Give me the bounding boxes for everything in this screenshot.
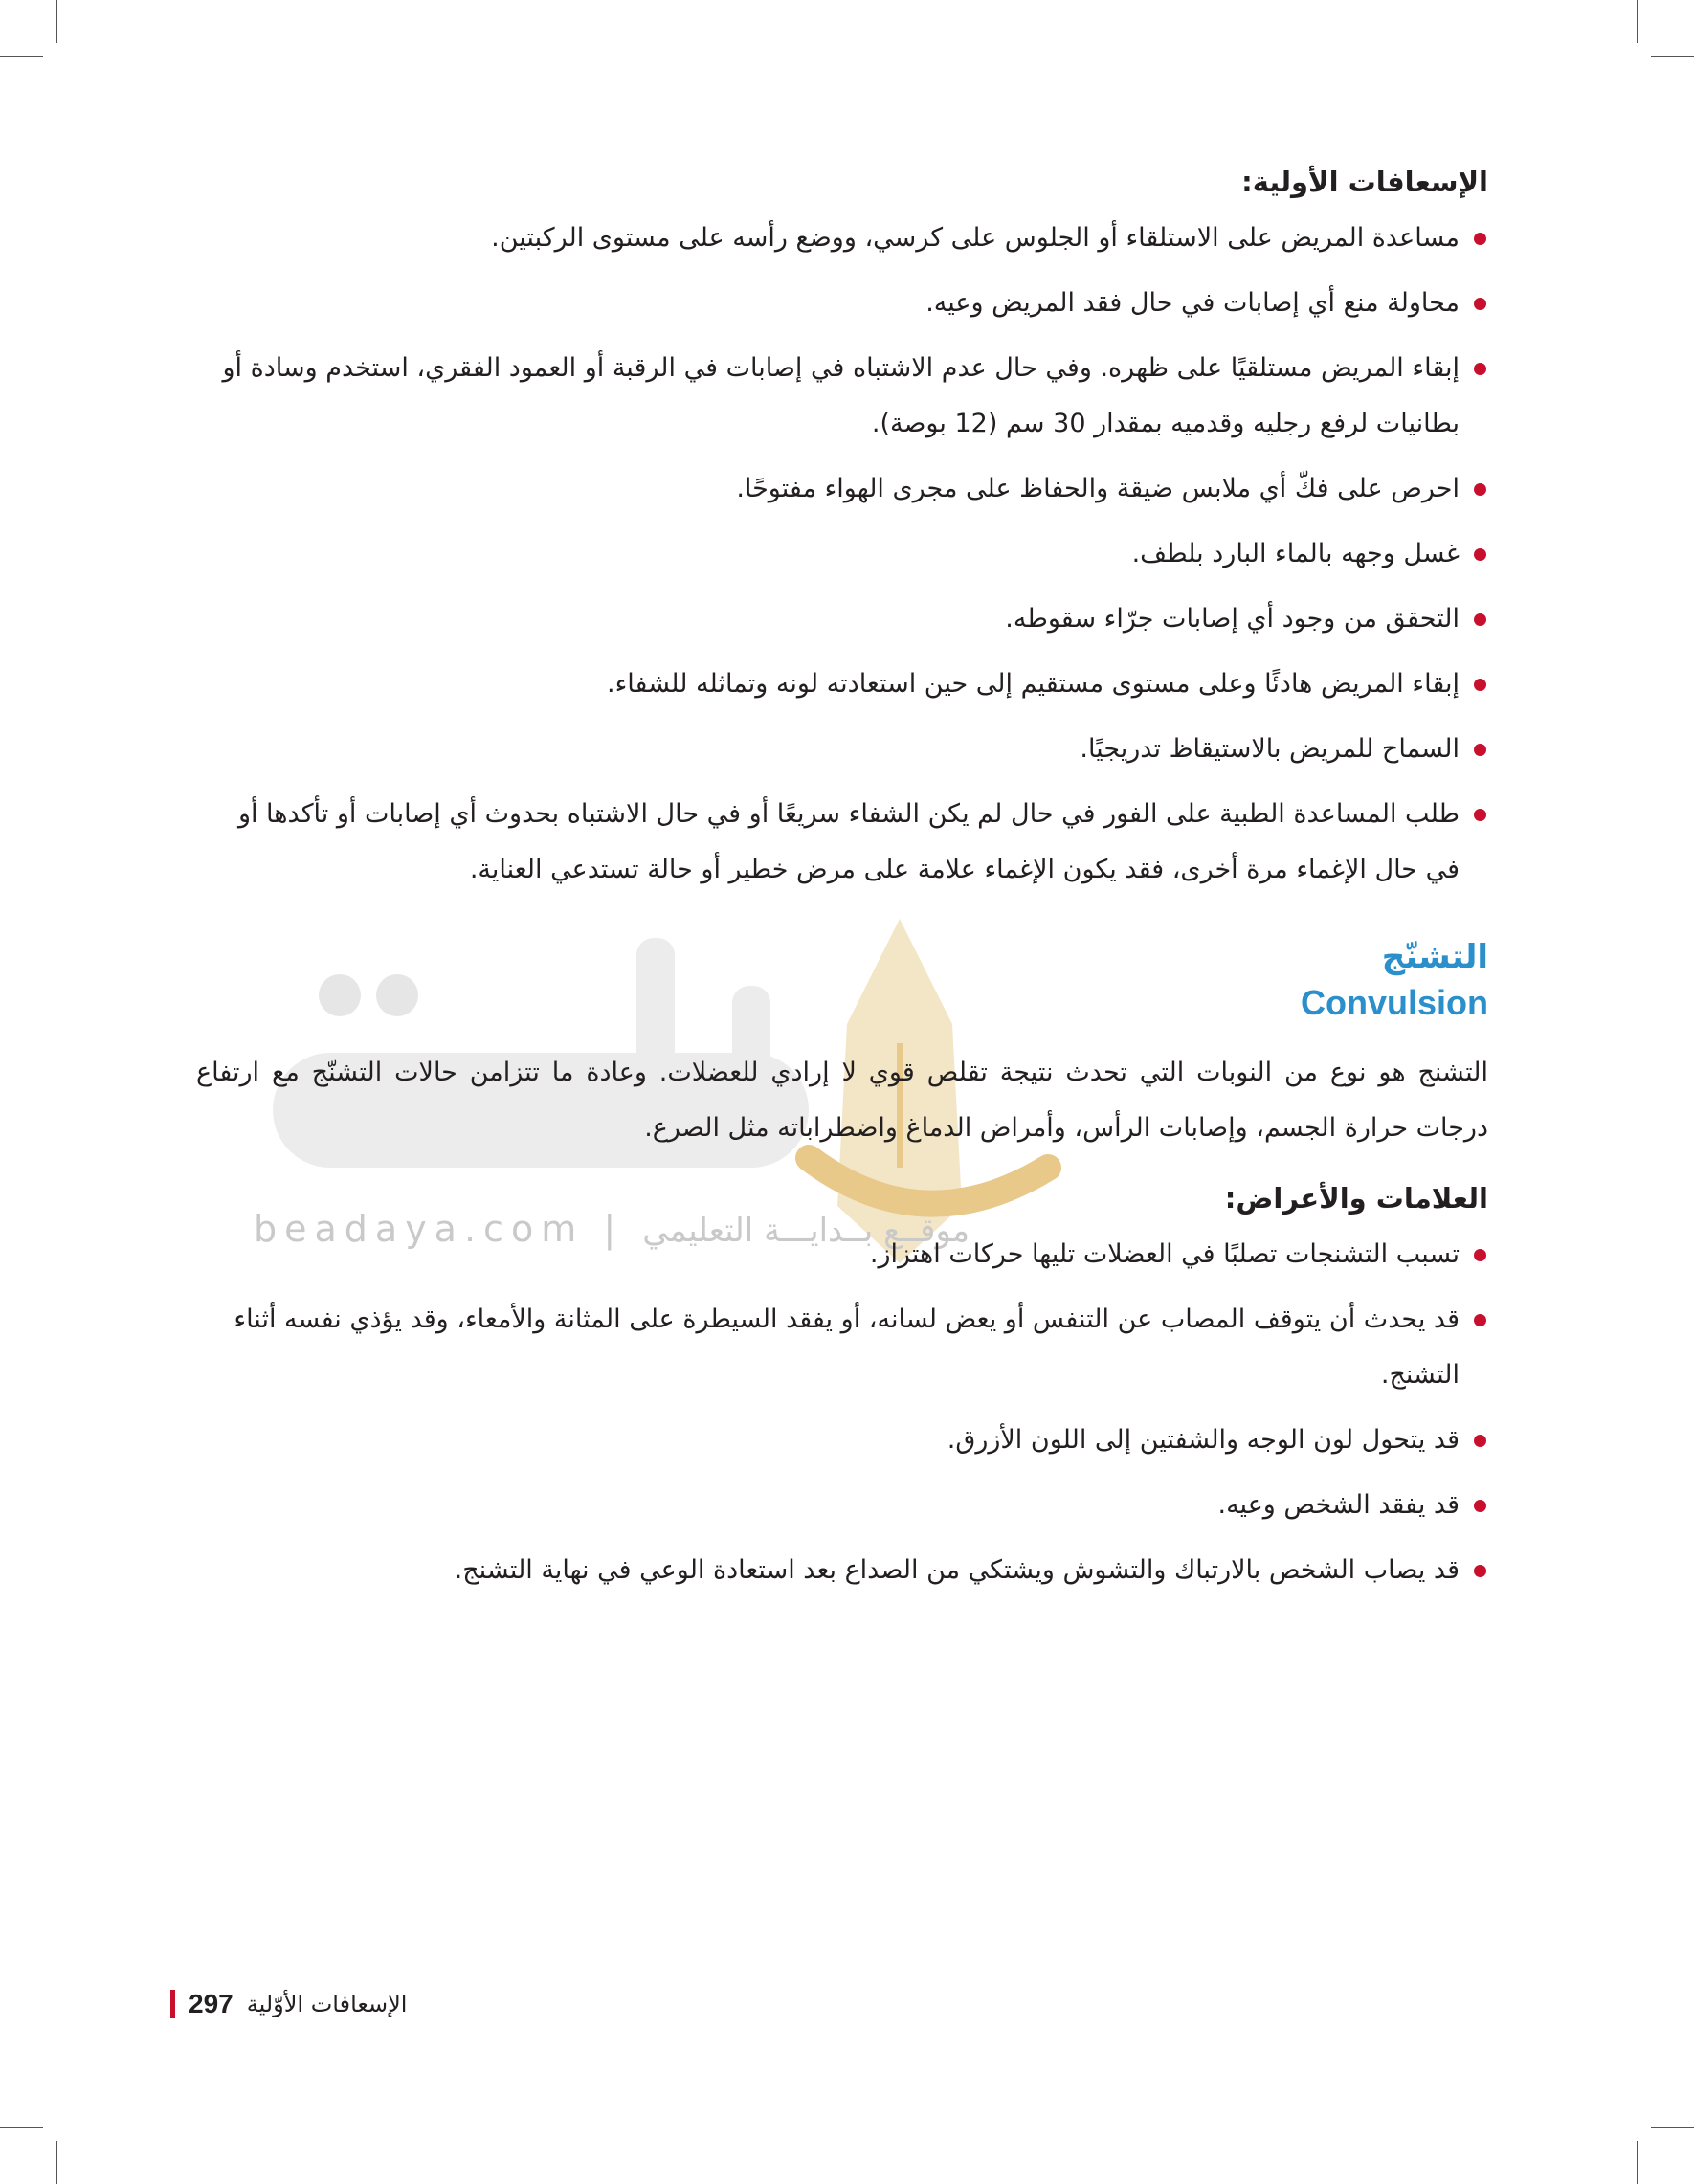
bullet-icon	[1474, 1249, 1486, 1261]
signs-heading: العلامات والأعراض:	[1224, 1182, 1488, 1215]
bullet-icon	[1474, 1500, 1486, 1512]
list-item: قد يحدث أن يتوقف المصاب عن التنفس أو يعض لسانه، أو يفقد السيطرة على المثانة والأمعاء، وقد يؤذي نفسه أثناء التشنج.	[196, 1292, 1488, 1403]
footer-divider	[170, 1990, 175, 2018]
watermark-separator: |	[603, 1208, 624, 1250]
bullet-icon	[1474, 613, 1486, 626]
convulsion-title-en: Convulsion	[1301, 983, 1488, 1022]
bullet-icon	[1474, 679, 1486, 691]
list-item: محاولة منع أي إصابات في حال فقد المريض وعيه.	[196, 276, 1488, 331]
crop-mark-bottom-left-v	[56, 2141, 57, 2184]
list-item: تسبب التشنجات تصلبًا في العضلات تليها حركات اهتزاز.	[196, 1227, 1488, 1282]
crop-mark-top-left-v	[56, 0, 57, 43]
crop-mark-top-right-h	[1651, 56, 1694, 57]
bullet-icon	[1474, 744, 1486, 756]
page-content	[196, 153, 1488, 1608]
list-item: إبقاء المريض مستلقيًا على ظهره. وفي حال عدم الاشتباه في إصابات في الرقبة أو العمود الفقري، استخدم وسادة أو بطانيات لرفع رجليه وقدميه بمقدار 30 سم (12 بوصة).	[196, 341, 1488, 452]
bullet-icon	[1474, 233, 1486, 245]
signs-list	[196, 1227, 1488, 1598]
crop-mark-bottom-right-v	[1637, 2141, 1638, 2184]
page-number: 297	[189, 1989, 234, 2018]
first-aid-list	[196, 211, 1488, 898]
first-aid-heading: الإسعافات الأولية:	[1241, 166, 1488, 198]
crop-mark-bottom-left-h	[0, 2127, 43, 2128]
bullet-icon	[1474, 483, 1486, 496]
convulsion-paragraph: التشنج هو نوع من النوبات التي تحدث نتيجة تقلص قوي لا إرادي للعضلات. وعادة ما تتزامن حالات التشنّج مع ارتفاع درجات حرارة الجسم، وإصابات الرأس، وأمراض الدماغ واضطراباته مثل الصرع.	[196, 1058, 1488, 1143]
footer-section-title: الإسعافات الأوّلية	[246, 1991, 408, 2017]
list-item: طلب المساعدة الطبية على الفور في حال لم يكن الشفاء سريعًا أو في حال الاشتباه بحدوث أي إصابات أو تأكدها أو في حال الإغماء مرة أخرى، فقد يكون الإغماء علامة على مرض خطير أو حالة تستدعي العناية.	[196, 787, 1488, 898]
list-item: غسل وجهه بالماء البارد بلطف.	[196, 526, 1488, 582]
page-footer	[170, 1989, 407, 2019]
list-item: قد يفقد الشخص وعيه.	[196, 1478, 1488, 1533]
list-item: قد يصاب الشخص بالارتباك والتشوش ويشتكي من الصداع بعد استعادة الوعي في نهاية التشنج.	[196, 1543, 1488, 1598]
crop-mark-bottom-right-h	[1651, 2127, 1694, 2128]
bullet-icon	[1474, 1314, 1486, 1326]
watermark-tagline: موقــع بــدايـــة التعليمي	[642, 1212, 970, 1250]
list-item: احرص على فكّ أي ملابس ضيقة والحفاظ على مجرى الهواء مفتوحًا.	[196, 461, 1488, 517]
bullet-icon	[1474, 548, 1486, 561]
bullet-icon	[1474, 298, 1486, 310]
list-item: السماح للمريض بالاستيقاظ تدريجيًا.	[196, 722, 1488, 777]
list-item: مساعدة المريض على الاستلقاء أو الجلوس على كرسي، ووضع رأسه على مستوى الركبتين.	[196, 211, 1488, 266]
bullet-icon	[1474, 1435, 1486, 1447]
crop-mark-top-right-v	[1637, 0, 1638, 43]
list-item: التحقق من وجود أي إصابات جرّاء سقوطه.	[196, 591, 1488, 647]
bullet-icon	[1474, 1565, 1486, 1577]
bullet-icon	[1474, 363, 1486, 375]
convulsion-title-ar: التشنّج	[1381, 938, 1488, 976]
crop-mark-top-left-h	[0, 56, 43, 57]
list-item: إبقاء المريض هادئًا وعلى مستوى مستقيم إلى حين استعادته لونه وتماثله للشفاء.	[196, 657, 1488, 712]
list-item: قد يتحول لون الوجه والشفتين إلى اللون الأزرق.	[196, 1413, 1488, 1468]
bullet-icon	[1474, 809, 1486, 821]
watermark-site: beadaya.com	[254, 1208, 585, 1250]
